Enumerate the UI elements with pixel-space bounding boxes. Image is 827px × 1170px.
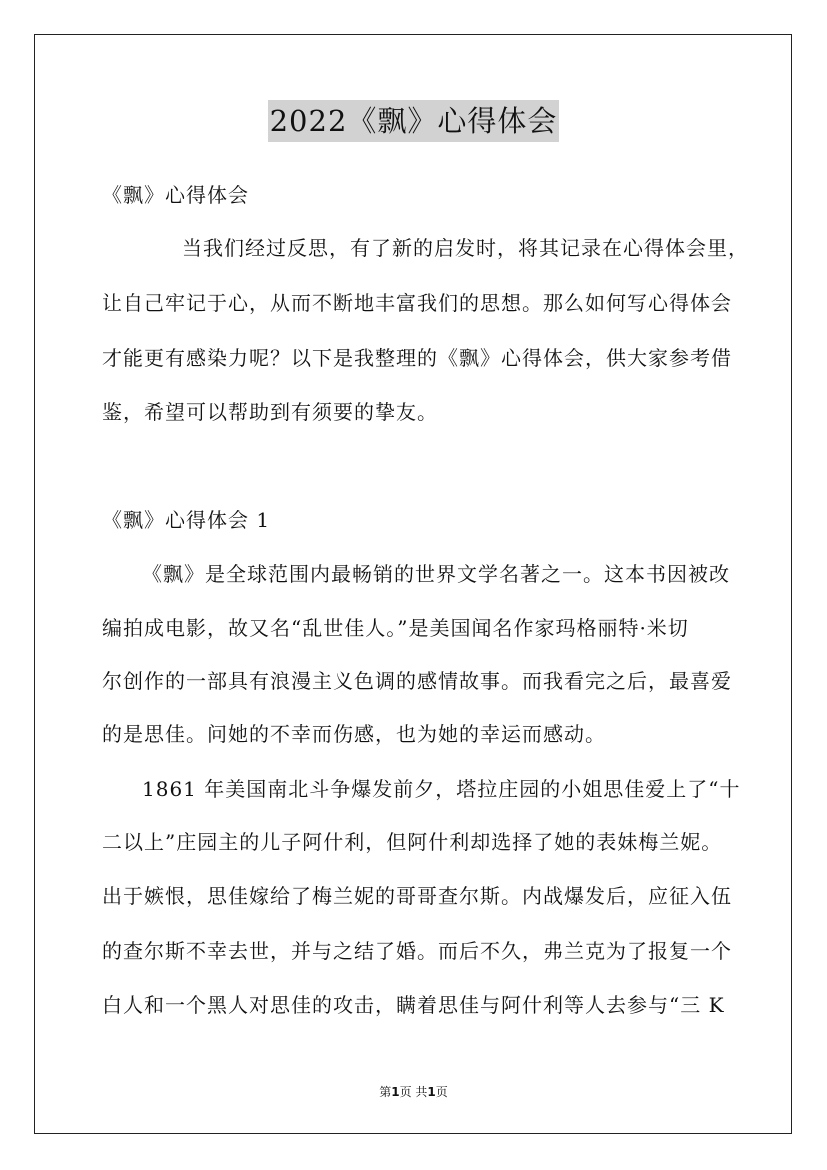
footer-page-total: 1 <box>427 1085 436 1099</box>
page-footer <box>0 1083 827 1100</box>
section1-heading: 《飘》心得体会 1 <box>102 508 271 532</box>
intro-heading: 《飘》心得体会 <box>102 183 249 207</box>
section1-line: 的是思佳。问她的不幸而伤感，也为她的幸运而感动。 <box>102 722 606 746</box>
intro-line: 当我们经过反思，有了新的启发时，将其记录在心得体会里， <box>182 236 749 260</box>
section1-line: 二以上”庄园主的儿子阿什利，但阿什利却选择了她的表妹梅兰妮。 <box>102 830 723 854</box>
document-title: 2022《飘》心得体会 <box>268 100 560 142</box>
section1-line: 《飘》是全球范围内最畅销的世界文学名著之一。这本书因被改 <box>142 562 730 586</box>
intro-line: 让自己牢记于心，从而不断地丰富我们的思想。那么如何写心得体会 <box>102 291 732 315</box>
section1-line: 出于嫉恨，思佳嫁给了梅兰妮的哥哥查尔斯。内战爆发后，应征入伍 <box>102 884 732 908</box>
document-title-wrap <box>0 100 827 142</box>
intro-line: 才能更有感染力呢？以下是我整理的《飘》心得体会，供大家参考借 <box>102 346 732 370</box>
intro-line: 鉴，希望可以帮助到有须要的挚友。 <box>102 400 438 424</box>
section1-line: 白人和一个黑人对思佳的攻击，瞒着思佳与阿什利等人去参与“三 K <box>102 993 725 1017</box>
footer-page-suffix: 页 <box>435 1085 448 1099</box>
footer-page-number: 1 <box>391 1085 400 1099</box>
section1-line: 尔创作的一部具有浪漫主义色调的感情故事。而我看完之后，最喜爱 <box>102 669 732 693</box>
footer-page-prefix: 第 <box>379 1085 392 1099</box>
section1-line: 1861 年美国南北斗争爆发前夕，塔拉庄园的小姐思佳爱上了“十 <box>142 777 741 801</box>
section1-line: 编拍成电影，故又名“乱世佳人。”是美国闻名作家玛格丽特·米切 <box>102 616 689 640</box>
section1-line: 的查尔斯不幸去世，并与之结了婚。而后不久，弗兰克为了报复一个 <box>102 939 732 963</box>
footer-page-mid: 页 共 <box>399 1085 428 1099</box>
